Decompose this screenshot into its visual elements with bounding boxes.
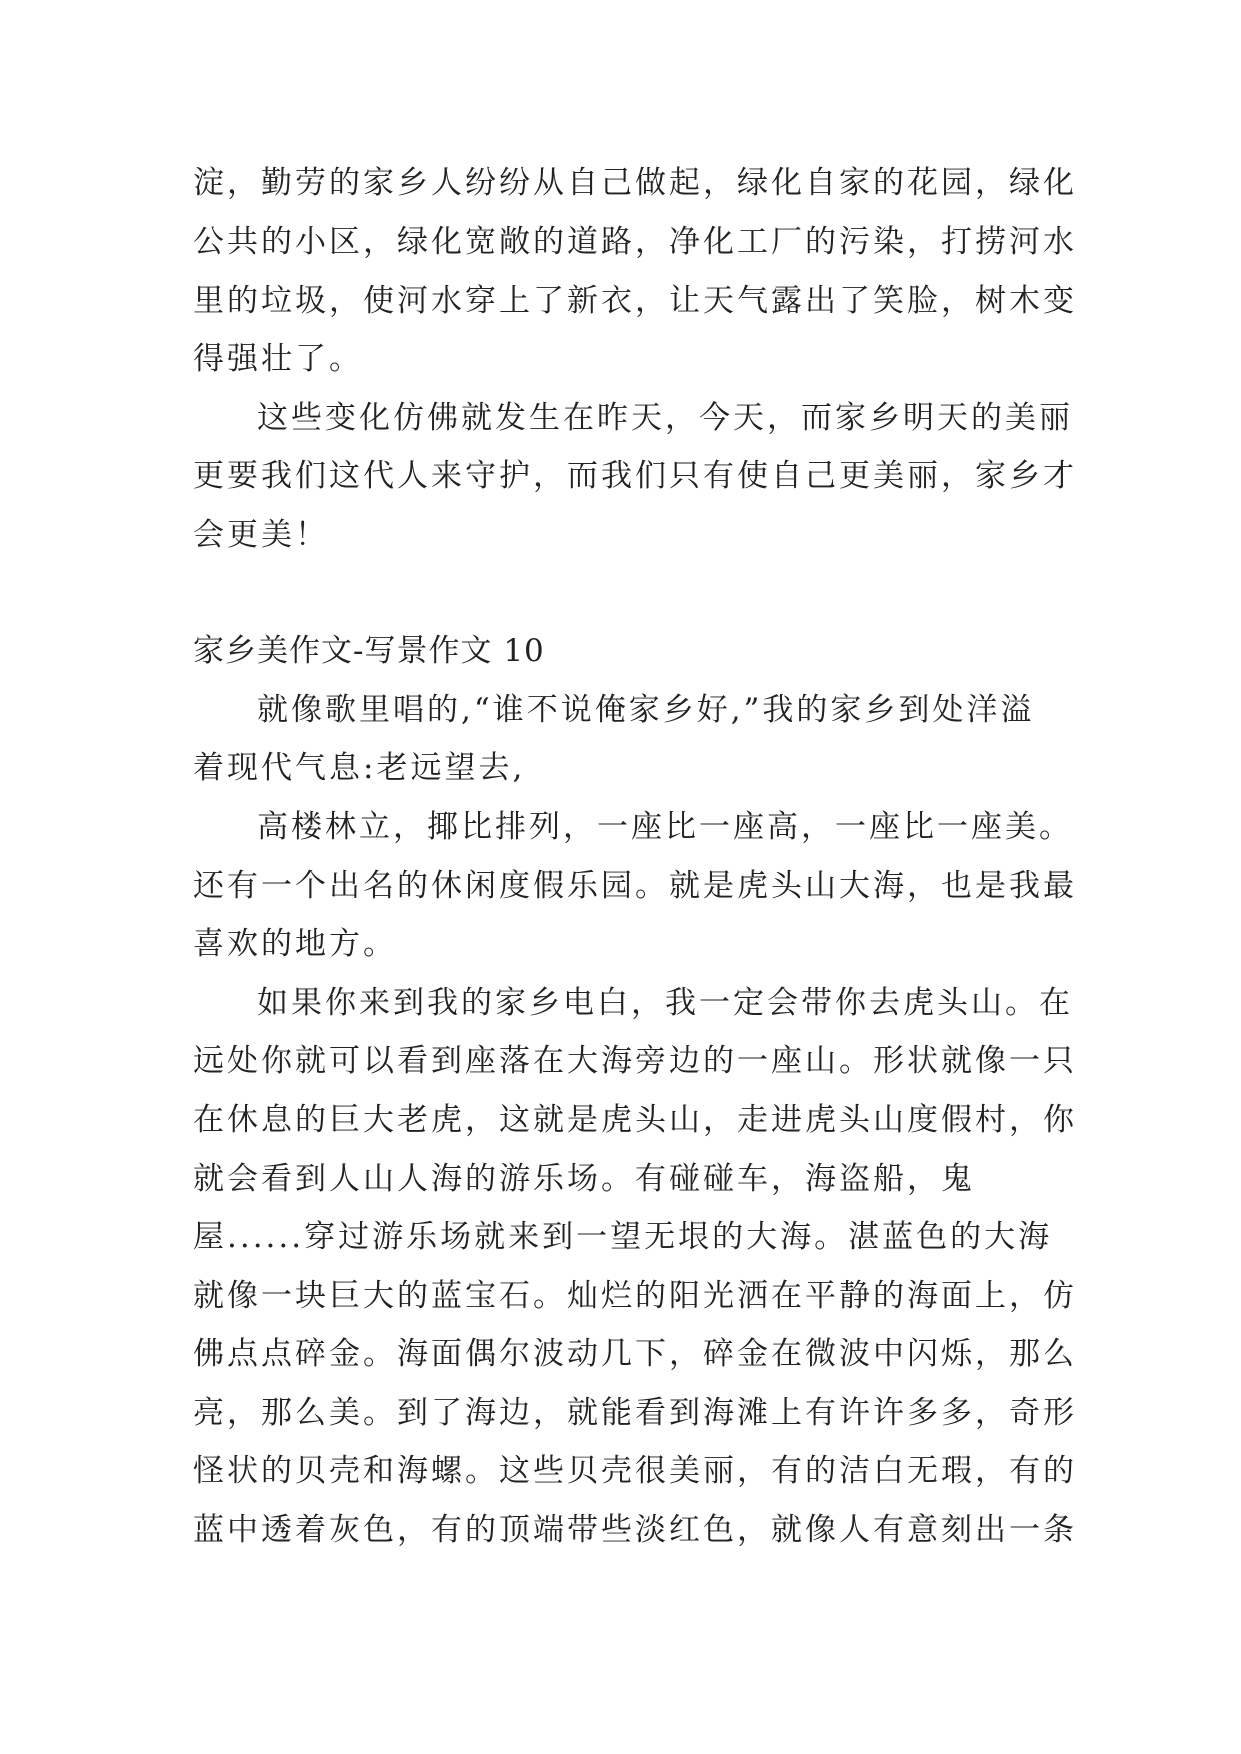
paragraph-line: 这些变化仿佛就发生在昨天，今天，而家乡明天的美丽 xyxy=(257,400,1073,436)
paragraph-line: 喜欢的地方。 xyxy=(193,926,397,962)
paragraph-line: 蓝中透着灰色，有的顶端带些淡红色，就像人有意刻出一条 xyxy=(193,1512,1077,1548)
paragraph-line: 更要我们这代人来守护，而我们只有使自己更美丽，家乡才 xyxy=(193,458,1077,494)
paragraph-line: 亮，那么美。到了海边，就能看到海滩上有许许多多，奇形 xyxy=(193,1395,1077,1431)
paragraph-line: 公共的小区，绿化宽敞的道路，净化工厂的污染，打捞河水 xyxy=(193,224,1077,260)
paragraph-line: 如果你来到我的家乡电白，我一定会带你去虎头山。在 xyxy=(257,985,1073,1021)
paragraph-line: 怪状的贝壳和海螺。这些贝壳很美丽，有的洁白无瑕，有的 xyxy=(193,1453,1077,1489)
paragraph-line: 在休息的巨大老虎，这就是虎头山，走进虎头山度假村，你 xyxy=(193,1102,1077,1138)
paragraph-line: 里的垃圾，使河水穿上了新衣，让天气露出了笑脸，树木变 xyxy=(193,283,1077,319)
paragraph-line: 屋......穿过游乐场就来到一望无垠的大海。湛蓝色的大海 xyxy=(193,1219,1053,1255)
paragraph-line: 会更美！ xyxy=(193,517,329,553)
paragraph-line: 淀，勤劳的家乡人纷纷从自己做起，绿化自家的花园，绿化 xyxy=(193,165,1077,201)
paragraph-line: 就会看到人山人海的游乐场。有碰碰车，海盗船，鬼 xyxy=(193,1161,975,1197)
paragraph-line: 还有一个出名的休闲度假乐园。就是虎头山大海，也是我最 xyxy=(193,868,1077,904)
paragraph-line: 远处你就可以看到座落在大海旁边的一座山。形状就像一只 xyxy=(193,1043,1077,1079)
paragraph-line: 佛点点碎金。海面偶尔波动几下，碎金在微波中闪烁，那么 xyxy=(193,1336,1077,1372)
paragraph-line: 高楼林立，揶比排列，一座比一座高，一座比一座美。 xyxy=(257,809,1073,845)
paragraph-line: 着现代气息:老远望去, xyxy=(193,750,526,786)
paragraph-line: 就像一块巨大的蓝宝石。灿烂的阳光洒在平静的海面上，仿 xyxy=(193,1278,1077,1314)
paragraph-line: 得强壮了。 xyxy=(193,341,363,377)
paragraph-line: 就像歌里唱的,“谁不说俺家乡好,”我的家乡到处洋溢 xyxy=(257,692,1035,728)
section-heading: 家乡美作文-写景作文 10 xyxy=(193,633,545,669)
